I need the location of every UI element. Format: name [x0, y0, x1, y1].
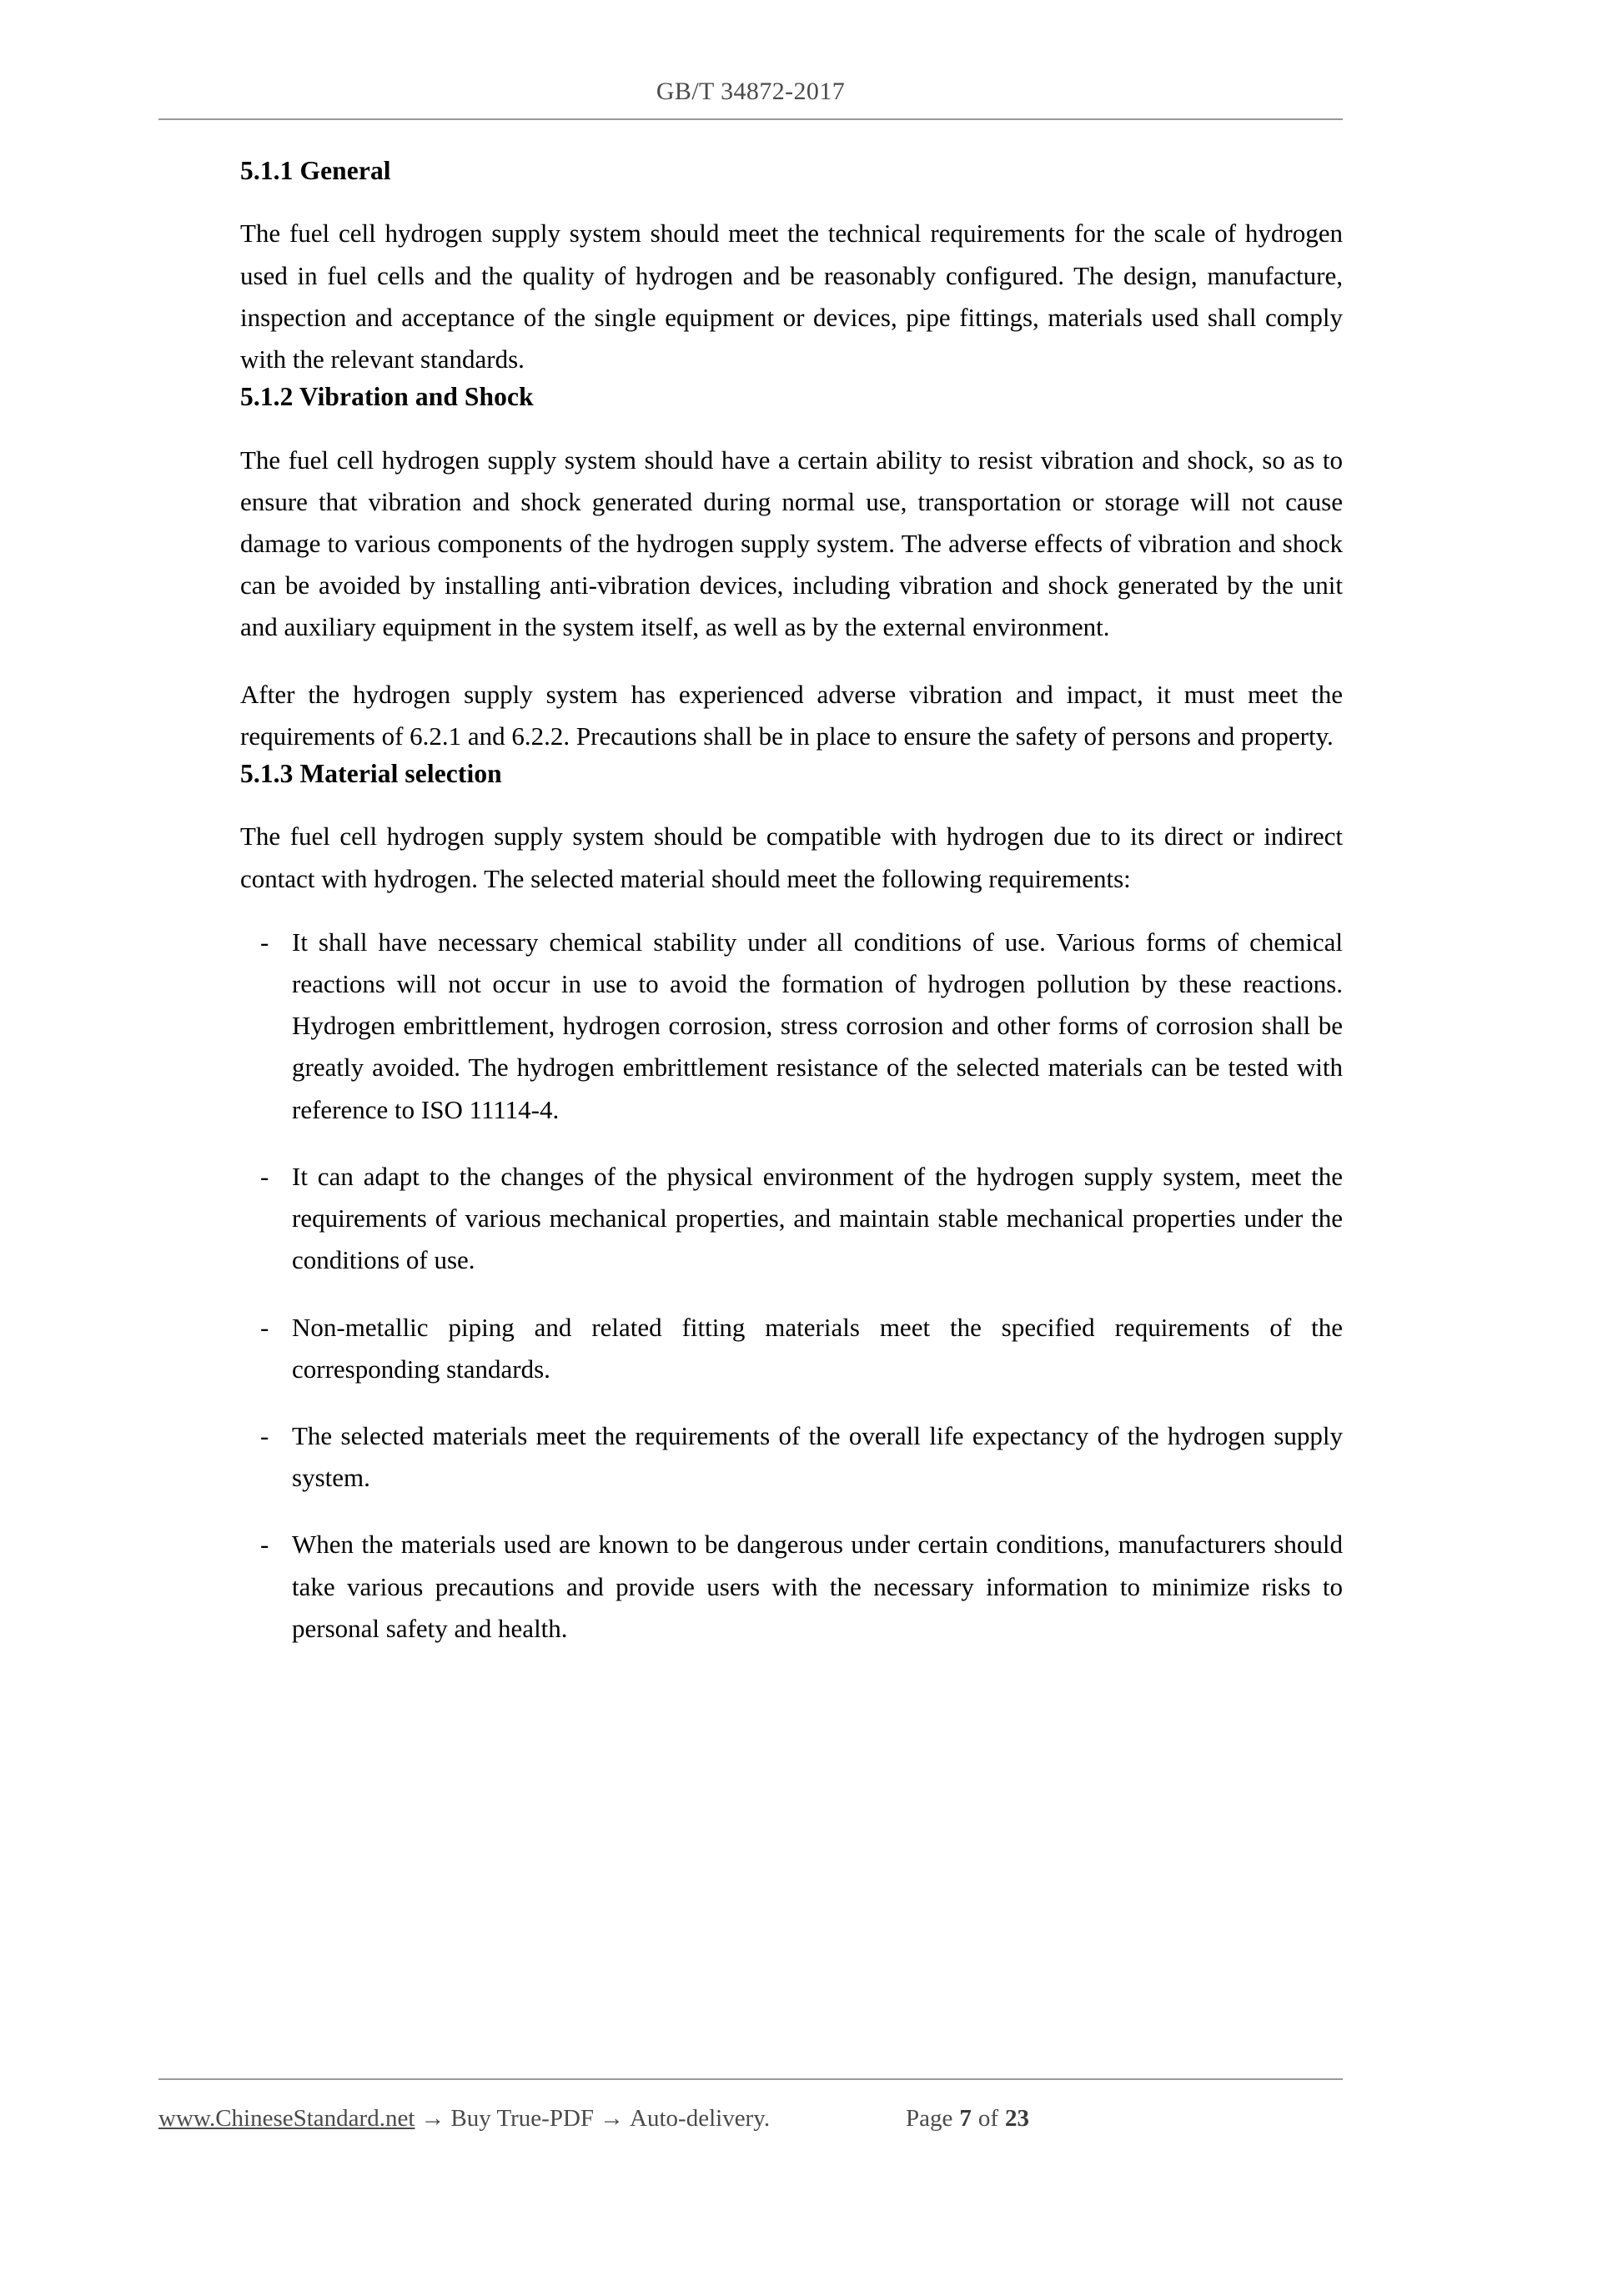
list-item-text: It can adapt to the changes of the physical environment of the hydrogen supply system, meet the requirements of various mechanical properties, and maintain stable mechanical properties under the conditions of use. — [292, 1161, 1343, 1275]
material-requirements-list — [240, 922, 1343, 1650]
bullet-dash-icon: - — [260, 1530, 269, 1560]
bullet-dash-icon: - — [260, 1420, 269, 1450]
footer-website-link[interactable]: www.ChineseStandard.net — [158, 2105, 415, 2132]
footer-promo — [158, 2100, 770, 2137]
header-divider — [158, 118, 1343, 120]
page-header — [158, 79, 1343, 120]
list-item-text: The selected materials meet the requirements of the overall life expectancy of the hydrogen supply system. — [292, 1420, 1343, 1493]
footer-promo-step-1: Buy True-PDF — [450, 2105, 595, 2132]
section-heading-513: 5.1.3 Material selection — [240, 759, 502, 789]
list-item — [260, 1415, 1343, 1499]
paragraph-513-1: The fuel cell hydrogen supply system should be compatible with hydrogen due to its direct or indirect contact with hydrogen. The selected material should meet the following requirements: — [240, 821, 1343, 893]
footer-row — [158, 2100, 1343, 2137]
list-item — [260, 922, 1343, 1131]
list-item — [260, 1524, 1343, 1650]
list-item-text: Non-metallic piping and related fitting materials meet the specified requirements of the corresponding standards. — [292, 1312, 1343, 1384]
page-label: Page — [906, 2105, 953, 2132]
page-indicator — [903, 2100, 1033, 2137]
paragraph-512-2: After the hydrogen supply system has experienced adverse vibration and impact, it must meet the requirements of 6.2.1 and 6.2.2. Precautions shall be in place to ensure the safety of persons and property. — [240, 679, 1343, 751]
list-item — [260, 1156, 1343, 1282]
of-label: of — [977, 2105, 999, 2132]
arrow-right-icon: → — [600, 2105, 625, 2132]
page-footer — [158, 2078, 1343, 2137]
bullet-dash-icon: - — [260, 1312, 269, 1342]
current-page-number: 7 — [959, 2105, 972, 2132]
section-heading-512: 5.1.2 Vibration and Shock — [240, 382, 534, 412]
footer-promo-step-2: Auto-delivery. — [630, 2105, 771, 2132]
paragraph-511-1: The fuel cell hydrogen supply system should meet the technical requirements for the scale of hydrogen used in fuel cells and the quality of hydrogen and be reasonably configured. The design, manufacture, inspection and acceptance of the single equipment or devices, pipe fittings, materials used shall comply with the relevant standards. — [240, 219, 1343, 374]
arrow-right-icon: → — [420, 2105, 445, 2132]
list-item-text: It shall have necessary chemical stability under all conditions of use. Various forms of chemical reactions will not occur in use to avoid the formation of hydrogen pollution by these reactions. Hydrogen embrittlement, hydrogen corrosion, stress corrosion and other forms of corrosion shall be greatly avoided. The hydrogen embrittlement resistance of the selected materials can be tested with reference to ISO 11114-4. — [292, 927, 1343, 1124]
paragraph-512-1: The fuel cell hydrogen supply system should have a certain ability to resist vibration and shock, so as to ensure that vibration and shock generated during normal use, transportation or storage will not cause damage to various components of the hydrogen supply system. The adverse effects of vibration and shock can be avoided by installing anti-vibration devices, including vibration and shock generated by the unit and auxiliary equipment in the system itself, as well as by the external environment. — [240, 445, 1343, 642]
standard-number: GB/T 34872-2017 — [656, 78, 846, 105]
list-item — [260, 1307, 1343, 1390]
document-body — [240, 154, 1343, 1650]
list-item-text: When the materials used are known to be dangerous under certain conditions, manufacturers should take various precautions and provide users with the necessary information to minimize risks to personal safety and health. — [292, 1530, 1343, 1643]
section-heading-511: 5.1.1 General — [240, 156, 391, 185]
bullet-dash-icon: - — [260, 1161, 269, 1191]
footer-divider — [158, 2078, 1343, 2080]
bullet-dash-icon: - — [260, 927, 269, 957]
total-page-count: 23 — [1005, 2105, 1030, 2132]
